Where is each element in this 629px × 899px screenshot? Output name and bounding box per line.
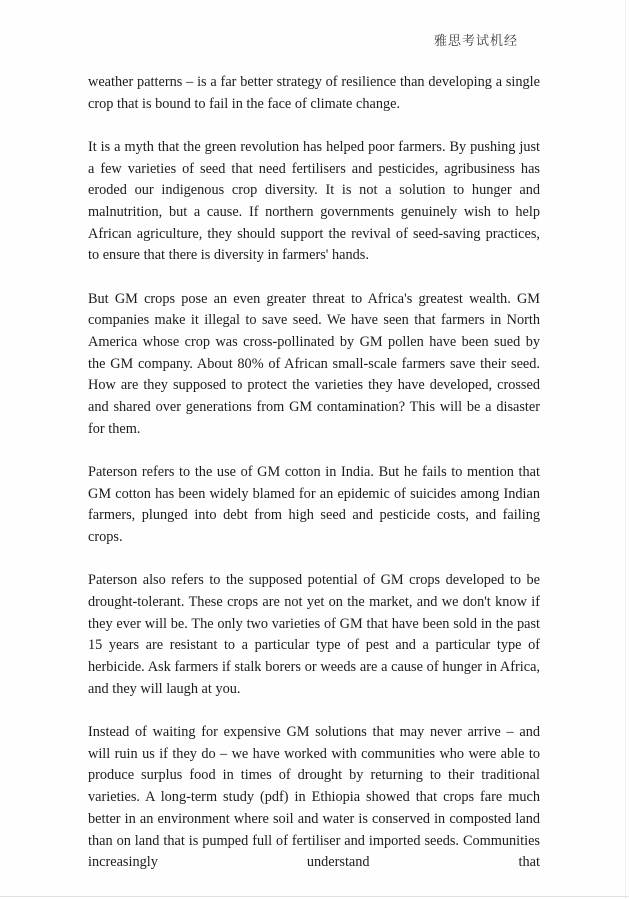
paragraph: weather patterns – is a far better strategy of resilience than developing a single crop that is bound to fail in the face of climate change.: [88, 74, 540, 112]
paragraph: Paterson refers to the use of GM cotton in India. But he fails to mention that GM cotton has been widely blamed for an epidemic of suicides among Indian farmers, plunged into debt from high seed and pesticide costs, and failing crops.: [88, 464, 540, 546]
watermark-title: 雅思考试机经: [433, 34, 518, 49]
paragraph: It is a myth that the green revolution has helped poor farmers. By pushing just a few varieties of seed that need fertilisers and pesticides, agribusiness has eroded our indigenous crop diversity. It is not a solution to hunger and malnutrition, but a cause. If northern governments genuinely wish to help African agriculture, they should support the revival of seed-saving practices, to ensure that there is diversity in farmers' hands.: [88, 138, 540, 264]
paragraph: Paterson also refers to the supposed potential of GM crops developed to be drought-tolerant. These crops are not yet on the market, and we don't know if they ever will be. The only two varieties of GM that have been sold in the past 15 years are resistant to a particular type of pest and a particular type of herbicide. Ask farmers if stalk borers or weeds are a cause of hunger in Africa, and they will laugh at you.: [88, 572, 540, 697]
page-header: [0, 0, 629, 50]
paragraph: But GM crops pose an even greater threat to Africa's greatest wealth. GM companies make it illegal to save seed. We have seen that farmers in North America whose crop was cross-pollinated by GM pollen have been sued by the GM company. About 80% of African small-scale farmers save their seed. How are they supposed to protect the varieties they have developed, crossed and shared over generations from GM contamination? This will be a disaster for them.: [88, 290, 540, 437]
page-edge-bottom: [0, 896, 629, 897]
document-body: [0, 50, 629, 874]
paragraph: Instead of waiting for expensive GM solutions that may never arrive – and will ruin us if they do – we have worked with communities who were able to produce surplus food in times of drought by returning to their traditional varieties. A long-term study (pdf) in Ethiopia showed that crops fare much better in an environment where soil and water is conserved in composted land than on land that is pumped full of fertiliser and imported seeds. Communities increasingly understand that: [88, 724, 540, 871]
page-edge-right: [625, 0, 626, 899]
